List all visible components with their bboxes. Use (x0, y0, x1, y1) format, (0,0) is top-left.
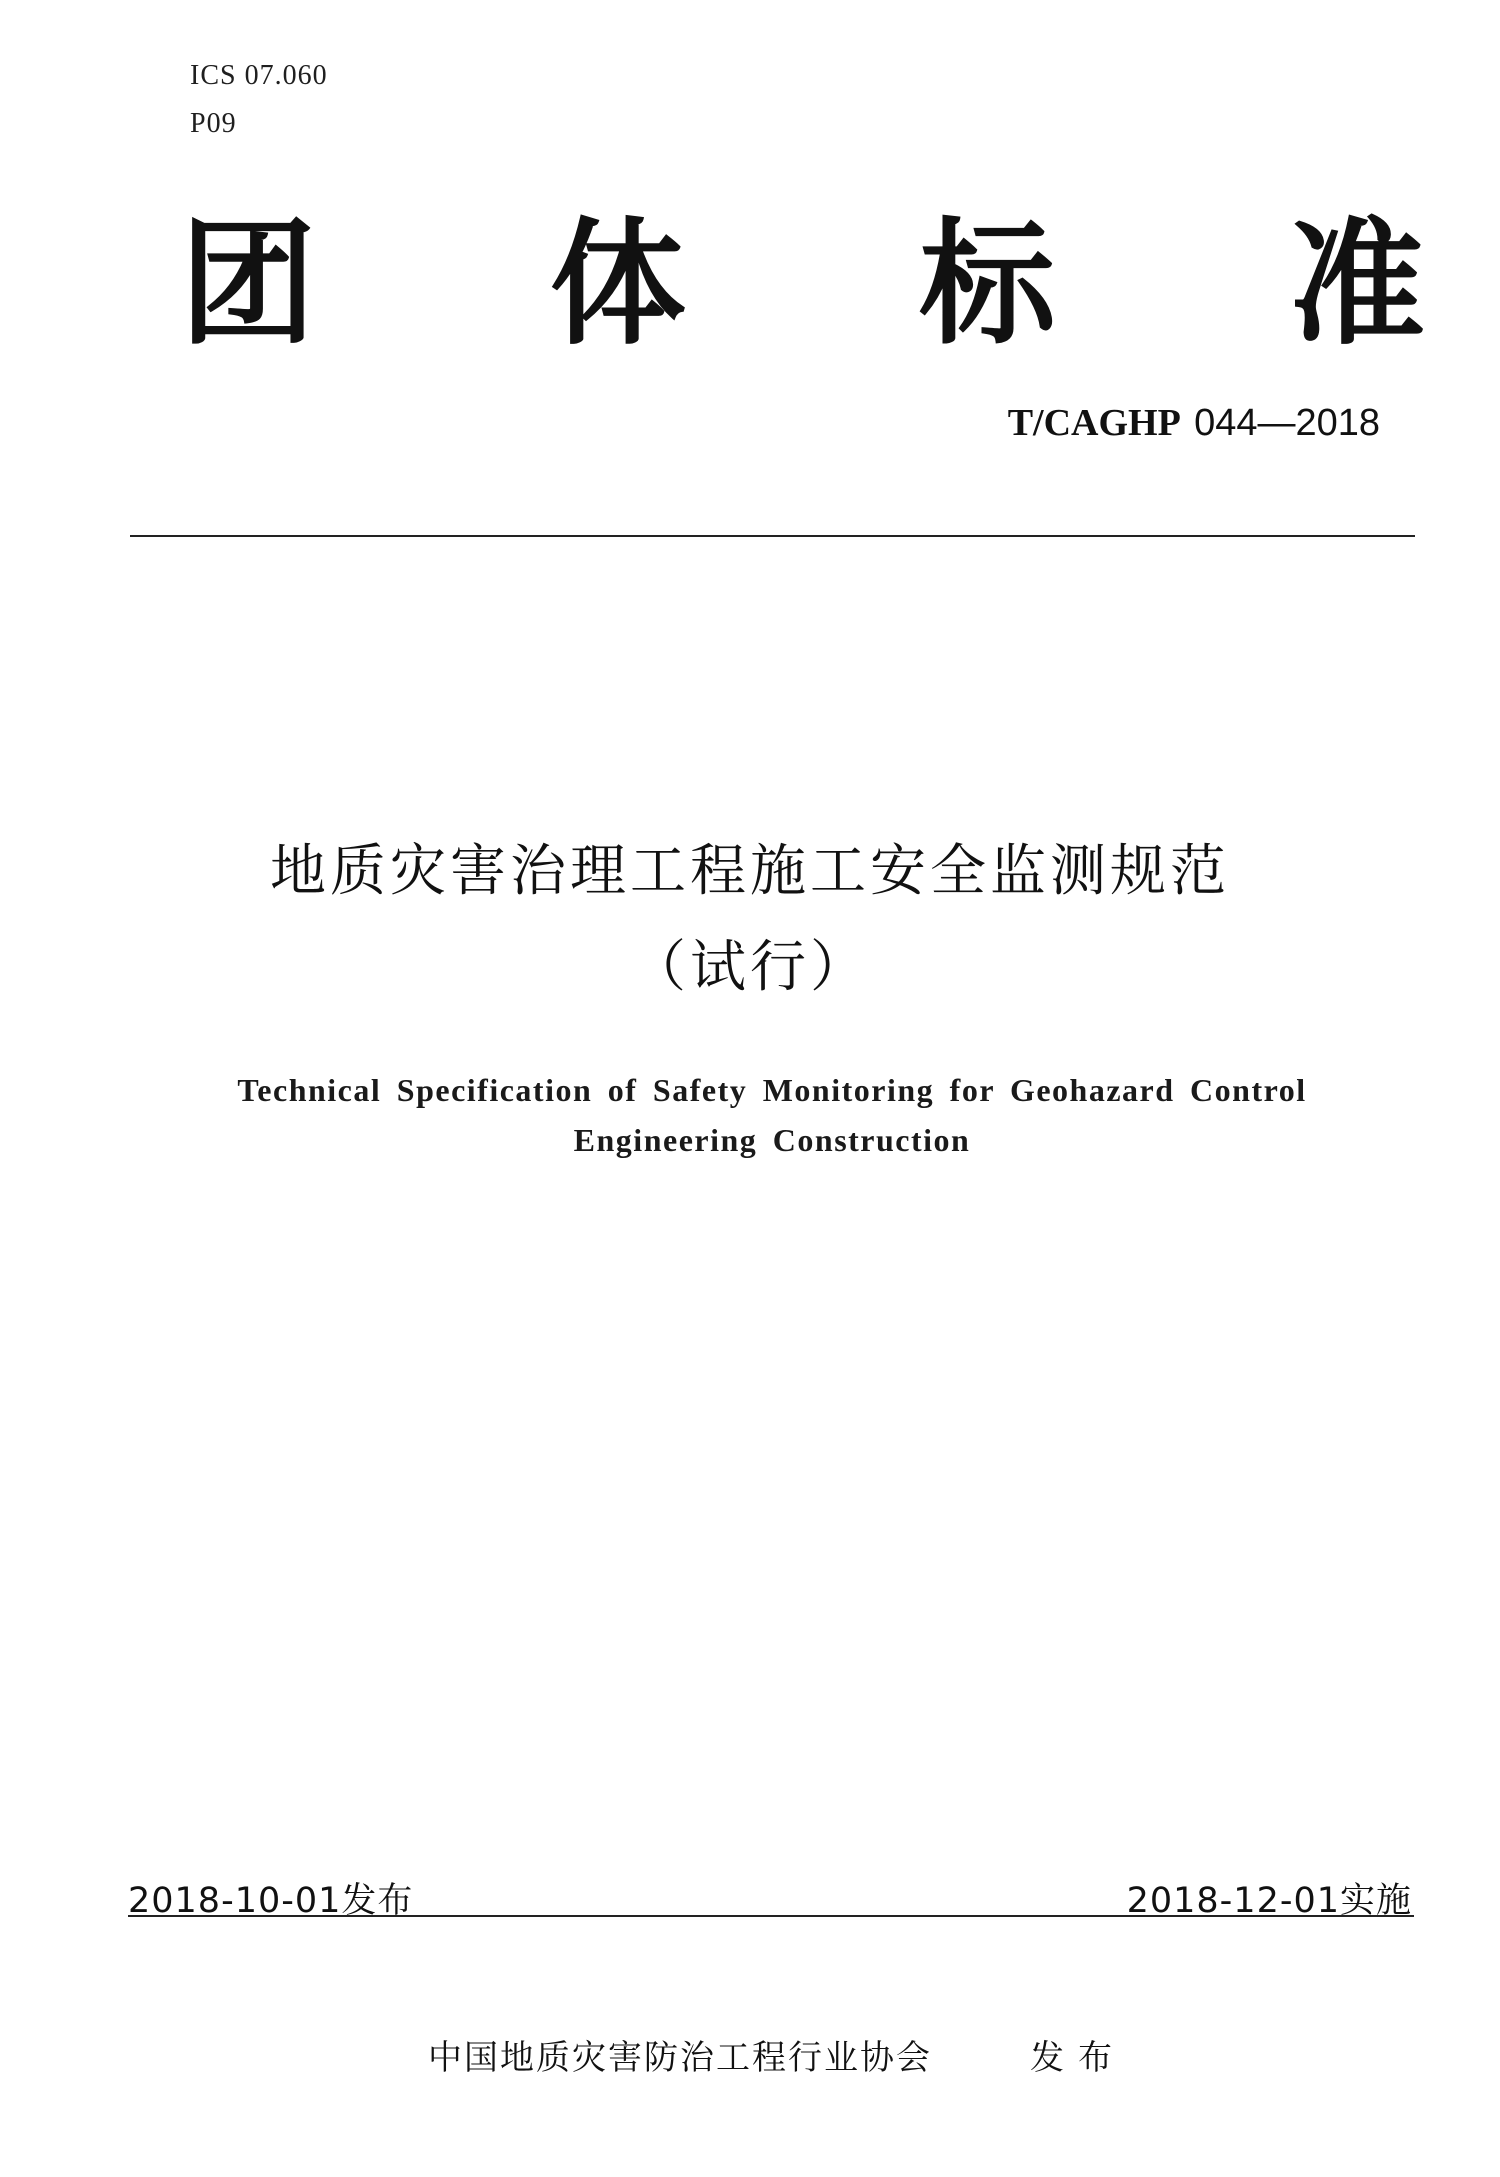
document-title-en-line1: Technical Specification of Safety Monitoring for Geohazard Control (237, 1072, 1307, 1108)
standard-type-char: 体 (549, 206, 686, 364)
publish-label: 发布 (1030, 2038, 1126, 2078)
standard-type-char: 团 (180, 206, 316, 364)
standard-number (1008, 400, 1380, 445)
standard-number-suffix: 044—2018 (1194, 402, 1380, 444)
publisher-name: 中国地质灾害防治工程行业协会 (428, 2038, 932, 2078)
standard-type-char: 标 (919, 206, 1056, 364)
document-title-cn: 地质灾害治理工程施工安全监测规范 (270, 839, 1230, 904)
bottom-divider (128, 1915, 1414, 1917)
standard-type-title (180, 205, 1425, 365)
standard-number-prefix: T/CAGHP (1007, 402, 1181, 444)
issue-date: 2018-10-01发布 (128, 1881, 414, 1921)
document-title-en-line2: Engineering Construction (573, 1122, 971, 1158)
document-subtitle-cn: （试行） (630, 935, 870, 1000)
top-divider (130, 535, 1415, 537)
category-code: P09 (190, 108, 237, 139)
standard-type-char: 准 (1288, 206, 1425, 364)
implementation-date: 2018-12-01实施 (1126, 1881, 1412, 1921)
ics-code: ICS 07.060 (190, 60, 328, 91)
